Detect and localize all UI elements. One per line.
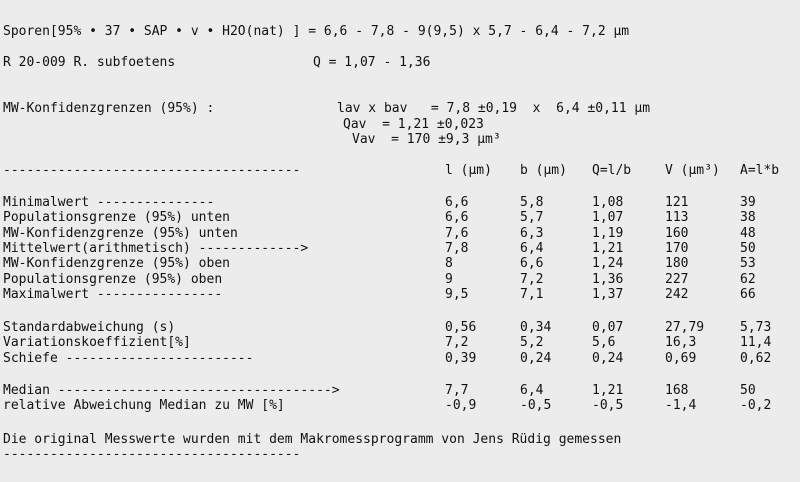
table-cell: -0,5 xyxy=(520,398,552,414)
table-cell: 7,2 xyxy=(520,271,544,287)
row-label: MW-Konfidenzgrenze (95%) unten xyxy=(3,225,238,241)
table-cell: 113 xyxy=(665,210,689,226)
column-header: V (µm³) xyxy=(665,163,720,178)
q-range: Q = 1,07 - 1,36 xyxy=(313,55,431,70)
sporen-formula: Sporen[95% • 37 • SAP • v • H2O(nat) ] = 6,6 - 7,8 - 9(9,5) x 5,7 - 6,4 - 7,2 µm xyxy=(3,24,630,39)
table-cell: 0,34 xyxy=(520,320,552,335)
table-cell: 7,2 xyxy=(445,335,469,351)
table-cell: 6,3 xyxy=(520,225,544,241)
table-cell: 66 xyxy=(740,286,756,302)
confidence-label: MW-Konfidenzgrenzen (95%) : xyxy=(3,101,215,116)
confidence-lav: lav x bav = 7,8 ±0,19 x 6,4 ±0,11 µm xyxy=(337,101,651,116)
table-cell: 1,19 xyxy=(592,225,624,241)
table-cell: 0,69 xyxy=(665,350,697,366)
table-cell: 5,73 xyxy=(740,320,772,335)
table-cell: 5,2 xyxy=(520,335,544,351)
table-cell: 6,6 xyxy=(445,210,469,226)
table-cell: 1,08 xyxy=(592,195,624,210)
table-cell: 242 xyxy=(665,286,689,302)
row-label: Standardabweichung (s) xyxy=(3,320,176,335)
table-cell: 6,4 xyxy=(520,240,544,256)
table-cell: 9 xyxy=(445,271,453,287)
row-label: Populationsgrenze (95%) oben xyxy=(3,271,223,287)
table-cell: -1,4 xyxy=(665,398,697,414)
table-cell: 0,39 xyxy=(445,350,477,366)
table-cell: 0,62 xyxy=(740,350,772,366)
table-cell: 62 xyxy=(740,271,756,287)
table-cell: 1,24 xyxy=(592,256,624,272)
table-cell: 7,7 xyxy=(445,383,469,398)
table-cell: 5,8 xyxy=(520,195,544,210)
row-label: MW-Konfidenzgrenze (95%) oben xyxy=(3,256,230,272)
table-cell: 7,8 xyxy=(445,240,469,256)
table-cell: 9,5 xyxy=(445,286,469,302)
confidence-qav: Qav = 1,21 ±0,023 xyxy=(343,117,484,132)
table-cell: 0,56 xyxy=(445,320,477,335)
row-label: Populationsgrenze (95%) unten xyxy=(3,210,230,226)
table-cell: 227 xyxy=(665,271,689,287)
table-cell: 0,24 xyxy=(520,350,552,366)
table-cell: 121 xyxy=(665,195,689,210)
table-cell: -0,5 xyxy=(592,398,624,414)
table-cell: 8 xyxy=(445,256,453,272)
table-cell: 48 xyxy=(740,225,756,241)
row-label: Variationskoeffizient[%] xyxy=(3,335,191,351)
table-cell: 7,6 xyxy=(445,225,469,241)
table-cell: 1,21 xyxy=(592,383,624,398)
table-cell: 50 xyxy=(740,240,756,256)
table-cell: 1,21 xyxy=(592,240,624,256)
table-cell: 38 xyxy=(740,210,756,226)
column-header: l (µm) xyxy=(445,163,492,178)
footer-divider: -------------------------------------- xyxy=(3,447,301,462)
row-label: Minimalwert --------------- xyxy=(3,195,215,210)
table-cell: 11,4 xyxy=(740,335,772,351)
table-cell: 5,6 xyxy=(592,335,616,351)
table-cell: 1,37 xyxy=(592,286,624,302)
footer-note: Die original Messwerte wurden mit dem Makromessprogramm von Jens Rüdig gemessen xyxy=(3,432,622,447)
table-cell: 0,24 xyxy=(592,350,624,366)
table-cell: 170 xyxy=(665,240,689,256)
table-cell: 0,07 xyxy=(592,320,624,335)
table-cell: 27,79 xyxy=(665,320,705,335)
table-cell: 39 xyxy=(740,195,756,210)
column-header: A=l*b xyxy=(740,163,780,178)
row-label: relative Abweichung Median zu MW [%] xyxy=(3,398,285,414)
row-label: Maximalwert ---------------- xyxy=(3,286,223,302)
table-cell: 5,7 xyxy=(520,210,544,226)
sample-id: R 20-009 R. subfoetens xyxy=(3,55,176,70)
table-cell: 16,3 xyxy=(665,335,697,351)
table-cell: 53 xyxy=(740,256,756,272)
table-cell: 7,1 xyxy=(520,286,544,302)
table-cell: 1,07 xyxy=(592,210,624,226)
column-header: b (µm) xyxy=(520,163,567,178)
table-cell: -0,9 xyxy=(445,398,477,414)
table-cell: 50 xyxy=(740,383,756,398)
table-cell: 6,6 xyxy=(520,256,544,272)
column-header: Q=l/b xyxy=(592,163,632,178)
row-label: Schiefe ------------------------ xyxy=(3,350,254,366)
row-label: Mittelwert(arithmetisch) -------------> xyxy=(3,240,309,256)
row-label: Median -----------------------------------> xyxy=(3,383,340,398)
table-cell: 160 xyxy=(665,225,689,241)
table-cell: 6,6 xyxy=(445,195,469,210)
confidence-vav: Vav = 170 ±9,3 µm³ xyxy=(352,132,501,147)
table-cell: 180 xyxy=(665,256,689,272)
header-divider: -------------------------------------- xyxy=(3,163,301,178)
table-cell: 168 xyxy=(665,383,689,398)
table-cell: 6,4 xyxy=(520,383,544,398)
table-cell: -0,2 xyxy=(740,398,772,414)
table-cell: 1,36 xyxy=(592,271,624,287)
